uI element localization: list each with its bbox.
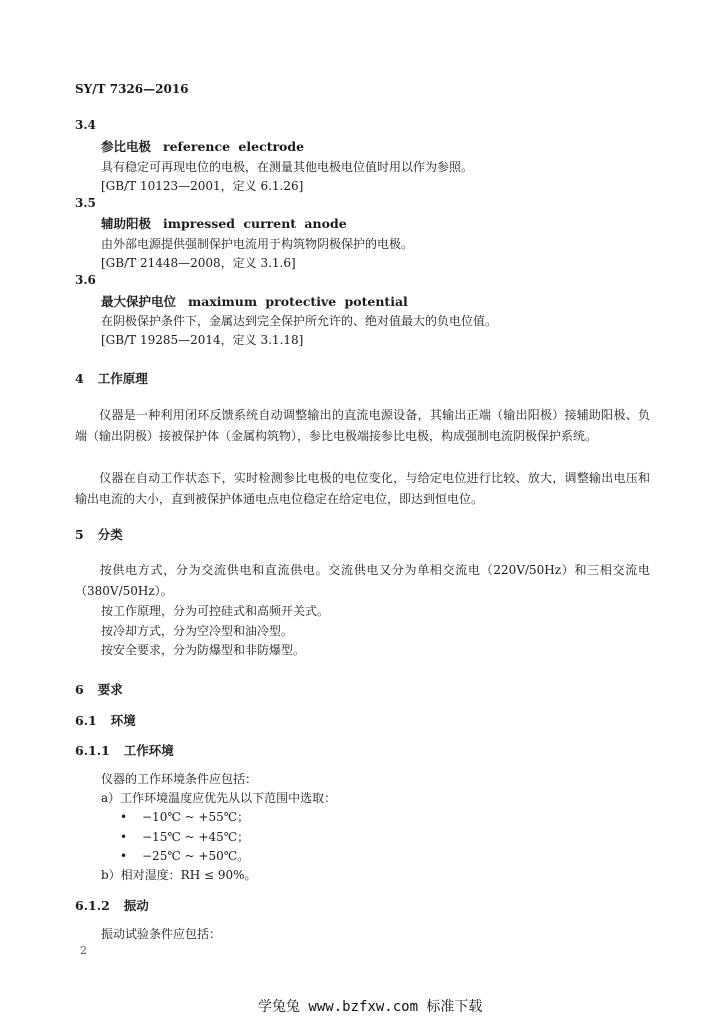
section-number: 5 (75, 527, 84, 542)
term-reference: [GB/T 19285—2014，定义 3.1.18] (101, 333, 304, 347)
term-number: 3.4 (75, 118, 96, 132)
document-header: SY/T 7326—2016 (75, 82, 189, 96)
term-definition: 具有稳定可再现电位的电极，在测量其他电极电位值时用以作为参照。 (101, 160, 474, 174)
list-item: a）工作环境温度应优先从以下范围中选取： (101, 791, 337, 805)
subsection-title: 振动 (123, 898, 149, 913)
paragraph-text: 仪器是一种利用闭环反馈系统自动调整输出的直流电源设备，其输出正端（输出阳极）接辅助阳极、负端（输出阴极）接被保护体（金属构筑物），参比电极端接参比电极，构成强制电流阴极保护系统。 (75, 408, 650, 443)
list-item-text: −10℃ ~ +55℃； (142, 810, 250, 824)
subsection-title: 环境 (110, 713, 136, 728)
term-definition: 在阴极保护条件下，金属达到完全保护所允许的、绝对值最大的负电位值。 (101, 314, 498, 328)
paragraph-text: 仪器在自动工作状态下，实时检测参比电极的电位变化，与给定电位进行比较、放大，调整输出电压和输出电流的大小，直到被保护体通电点电位稳定在给定电位，即达到恒电位。 (75, 471, 650, 506)
paragraph (75, 405, 650, 447)
paragraph-text: 按工作原理，分为可控硅式和高频开关式。 (101, 604, 330, 618)
subsection-heading (75, 711, 136, 729)
subsection-number: 6.1 (75, 713, 97, 728)
term-title (101, 292, 408, 310)
term-title (101, 214, 347, 232)
subsection-title: 工作环境 (123, 743, 174, 758)
term-title (101, 137, 304, 155)
list-item: • −15℃ ~ +45℃； (120, 830, 250, 844)
term-zh: 辅助阳极 (101, 216, 152, 231)
term-zh: 参比电极 (101, 139, 152, 154)
list-item-text: −25℃ ~ +50℃。 (142, 849, 250, 863)
paragraph-text: 仪器的工作环境条件应包括： (101, 772, 258, 786)
term-reference: [GB/T 21448—2008，定义 3.1.6] (101, 256, 296, 270)
term-number: 3.5 (75, 196, 96, 210)
term-en: reference electrode (163, 139, 305, 154)
subsection-heading (75, 741, 174, 759)
section-number: 6 (75, 682, 84, 697)
term-zh: 最大保护电位 (101, 294, 177, 309)
paragraph-text: 按冷却方式，分为空冷型和油冷型。 (101, 624, 294, 638)
paragraph-text: 振动试验条件应包括： (101, 927, 222, 941)
term-definition: 由外部电源提供强制保护电流用于构筑物阴极保护的电极。 (101, 237, 414, 251)
list-item: b）相对湿度：RH ≤ 90%。 (101, 868, 257, 882)
term-en: maximum protective potential (188, 294, 408, 309)
term-number: 3.6 (75, 273, 96, 287)
subsection-number: 6.1.1 (75, 743, 110, 758)
section-title: 要求 (97, 682, 123, 697)
list-item: • −25℃ ~ +50℃。 (120, 849, 250, 863)
paragraph-text: 按安全要求，分为防爆型和非防爆型。 (101, 643, 306, 657)
section-heading (75, 680, 123, 698)
section-title: 分类 (97, 527, 123, 542)
list-item: • −10℃ ~ +55℃； (120, 810, 250, 824)
subsection-heading (75, 896, 149, 914)
paragraph-text: 按供电方式，分为交流供电和直流供电。交流供电又分为单相交流电（220V/50Hz）和三相交流电（380V/50Hz）。 (75, 563, 650, 598)
subsection-number: 6.1.2 (75, 898, 110, 913)
section-number: 4 (75, 371, 84, 386)
section-heading (75, 369, 148, 387)
paragraph (75, 560, 650, 602)
page-number: 2 (80, 944, 87, 957)
term-en: impressed current anode (163, 216, 347, 231)
list-item-text: −15℃ ~ +45℃； (142, 830, 250, 844)
paragraph (75, 468, 650, 510)
footer-watermark: 学兔兔 www.bzfxw.com 标准下载 (258, 999, 483, 1015)
section-heading (75, 525, 123, 543)
section-title: 工作原理 (97, 371, 148, 386)
term-reference: [GB/T 10123—2001，定义 6.1.26] (101, 179, 304, 193)
